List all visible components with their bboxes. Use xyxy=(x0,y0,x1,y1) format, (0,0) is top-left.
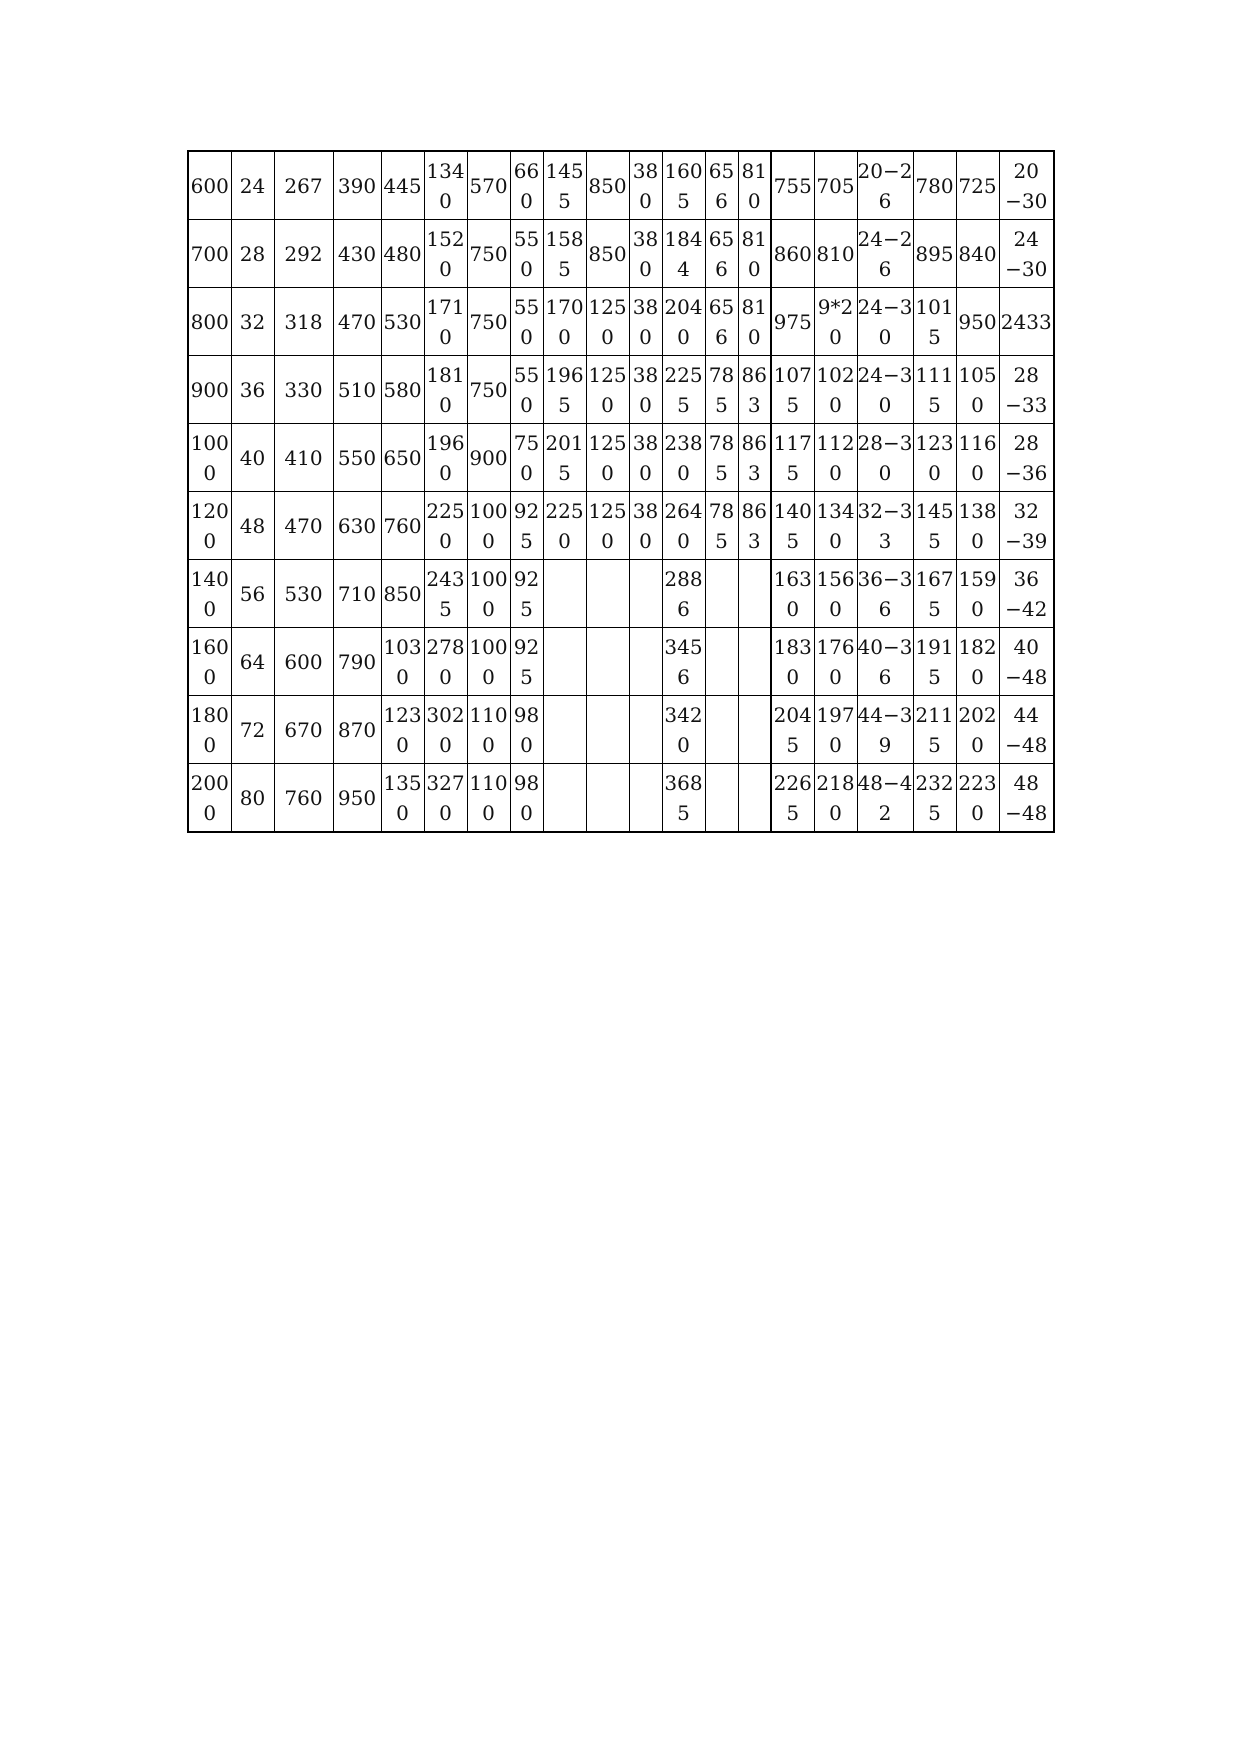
table-cell: 1120 xyxy=(814,424,857,492)
table-cell: 470 xyxy=(274,492,333,560)
table-cell xyxy=(586,628,629,696)
table-cell: 3020 xyxy=(424,696,467,764)
table-cell: 2040 xyxy=(662,288,705,356)
table-cell: 2265 xyxy=(771,764,814,833)
table-cell: 32 xyxy=(231,288,274,356)
table-cell: 2250 xyxy=(543,492,586,560)
table-cell: 40−48 xyxy=(999,628,1054,696)
table-cell: 2020 xyxy=(956,696,999,764)
table-cell: 2015 xyxy=(543,424,586,492)
table-cell: 950 xyxy=(956,288,999,356)
table-cell xyxy=(543,560,586,628)
table-cell: 2115 xyxy=(913,696,956,764)
table-row xyxy=(188,764,1054,833)
table-cell: 32−33 xyxy=(857,492,913,560)
table-cell: 550 xyxy=(510,356,543,424)
table-cell: 925 xyxy=(510,492,543,560)
table-body xyxy=(188,151,1054,832)
table-cell: 1030 xyxy=(381,628,424,696)
table-cell xyxy=(738,560,771,628)
table-cell: 760 xyxy=(274,764,333,833)
table-cell: 1830 xyxy=(771,628,814,696)
table-cell: 785 xyxy=(705,424,738,492)
table-cell: 600 xyxy=(274,628,333,696)
table-cell: 550 xyxy=(510,288,543,356)
table-cell: 1340 xyxy=(814,492,857,560)
table-cell: 1400 xyxy=(188,560,231,628)
table-cell: 1000 xyxy=(467,492,510,560)
table-cell: 1115 xyxy=(913,356,956,424)
table-cell: 1000 xyxy=(467,628,510,696)
table-cell: 1250 xyxy=(586,424,629,492)
table-cell: 32−39 xyxy=(999,492,1054,560)
table-cell: 1965 xyxy=(543,356,586,424)
table-cell: 390 xyxy=(333,151,381,220)
table-cell: 700 xyxy=(188,220,231,288)
table-cell: 267 xyxy=(274,151,333,220)
table-cell: 1844 xyxy=(662,220,705,288)
table-cell: 1020 xyxy=(814,356,857,424)
table-cell: 380 xyxy=(629,220,662,288)
table-cell xyxy=(629,764,662,833)
table-row xyxy=(188,560,1054,628)
table-cell: 318 xyxy=(274,288,333,356)
table-cell: 80 xyxy=(231,764,274,833)
table-cell: 1585 xyxy=(543,220,586,288)
table-cell: 380 xyxy=(629,356,662,424)
table-row xyxy=(188,288,1054,356)
table-cell: 1250 xyxy=(586,288,629,356)
table-cell: 1710 xyxy=(424,288,467,356)
table-cell: 56 xyxy=(231,560,274,628)
table-cell xyxy=(629,628,662,696)
table-cell: 72 xyxy=(231,696,274,764)
table-row xyxy=(188,151,1054,220)
table-cell: 670 xyxy=(274,696,333,764)
table-cell: 2000 xyxy=(188,764,231,833)
table-cell: 48−48 xyxy=(999,764,1054,833)
table-cell: 980 xyxy=(510,696,543,764)
table-cell: 36 xyxy=(231,356,274,424)
table-cell: 44−48 xyxy=(999,696,1054,764)
table-cell: 550 xyxy=(333,424,381,492)
table-row xyxy=(188,356,1054,424)
table-cell: 1175 xyxy=(771,424,814,492)
table-cell: 2250 xyxy=(424,492,467,560)
table-cell: 755 xyxy=(771,151,814,220)
table-cell xyxy=(738,628,771,696)
table-cell: 1050 xyxy=(956,356,999,424)
table-cell: 850 xyxy=(381,560,424,628)
table-cell: 785 xyxy=(705,492,738,560)
table-cell: 2433 xyxy=(999,288,1054,356)
table-cell: 1340 xyxy=(424,151,467,220)
table-cell: 480 xyxy=(381,220,424,288)
table-cell: 24−26 xyxy=(857,220,913,288)
table-cell: 656 xyxy=(705,151,738,220)
table-cell: 24−30 xyxy=(857,356,913,424)
table-cell: 656 xyxy=(705,288,738,356)
table-cell: 1820 xyxy=(956,628,999,696)
table-cell: 925 xyxy=(510,628,543,696)
table-cell: 1960 xyxy=(424,424,467,492)
table-cell: 1380 xyxy=(956,492,999,560)
table-row xyxy=(188,628,1054,696)
table-cell: 410 xyxy=(274,424,333,492)
table-cell: 1250 xyxy=(586,492,629,560)
table-cell: 445 xyxy=(381,151,424,220)
table-cell: 950 xyxy=(333,764,381,833)
table-cell: 9*20 xyxy=(814,288,857,356)
table-cell: 1560 xyxy=(814,560,857,628)
table-cell: 28−36 xyxy=(999,424,1054,492)
table-cell: 810 xyxy=(738,220,771,288)
table-cell: 2255 xyxy=(662,356,705,424)
table-row xyxy=(188,220,1054,288)
table-cell: 1675 xyxy=(913,560,956,628)
table-cell xyxy=(705,764,738,833)
table-cell: 650 xyxy=(381,424,424,492)
table-cell: 2380 xyxy=(662,424,705,492)
table-cell: 2640 xyxy=(662,492,705,560)
table-cell: 48 xyxy=(231,492,274,560)
table-cell: 1630 xyxy=(771,560,814,628)
table-cell: 725 xyxy=(956,151,999,220)
table-cell: 3420 xyxy=(662,696,705,764)
table-cell xyxy=(586,560,629,628)
table-cell: 40−36 xyxy=(857,628,913,696)
table-cell: 28−30 xyxy=(857,424,913,492)
table-cell: 1760 xyxy=(814,628,857,696)
table-cell: 24−30 xyxy=(999,220,1054,288)
table-cell: 900 xyxy=(188,356,231,424)
table-cell: 550 xyxy=(510,220,543,288)
table-cell xyxy=(586,696,629,764)
table-cell: 2180 xyxy=(814,764,857,833)
table-cell xyxy=(738,696,771,764)
table-cell: 20−30 xyxy=(999,151,1054,220)
table-row xyxy=(188,424,1054,492)
table-cell: 850 xyxy=(586,220,629,288)
table-cell xyxy=(629,696,662,764)
table-cell: 1230 xyxy=(913,424,956,492)
table-cell: 3456 xyxy=(662,628,705,696)
table-cell: 800 xyxy=(188,288,231,356)
table-cell: 530 xyxy=(274,560,333,628)
table-cell: 840 xyxy=(956,220,999,288)
table-cell: 925 xyxy=(510,560,543,628)
table-cell: 530 xyxy=(381,288,424,356)
table-cell xyxy=(543,764,586,833)
table-cell: 860 xyxy=(771,220,814,288)
table-cell: 750 xyxy=(510,424,543,492)
table-cell: 660 xyxy=(510,151,543,220)
table-cell xyxy=(738,764,771,833)
table-cell: 870 xyxy=(333,696,381,764)
table-cell: 1800 xyxy=(188,696,231,764)
table-cell: 1075 xyxy=(771,356,814,424)
table-cell: 1915 xyxy=(913,628,956,696)
table-cell: 810 xyxy=(814,220,857,288)
table-cell: 570 xyxy=(467,151,510,220)
table-cell: 750 xyxy=(467,356,510,424)
table-cell: 36−42 xyxy=(999,560,1054,628)
table-cell xyxy=(705,628,738,696)
table-cell: 790 xyxy=(333,628,381,696)
table-cell: 1230 xyxy=(381,696,424,764)
table-cell: 1000 xyxy=(188,424,231,492)
table-cell: 895 xyxy=(913,220,956,288)
table-cell: 1810 xyxy=(424,356,467,424)
table-cell: 3685 xyxy=(662,764,705,833)
table-row xyxy=(188,492,1054,560)
table-cell: 705 xyxy=(814,151,857,220)
table-cell: 810 xyxy=(738,288,771,356)
table-cell: 2230 xyxy=(956,764,999,833)
table-cell: 1700 xyxy=(543,288,586,356)
table-cell: 1520 xyxy=(424,220,467,288)
table-cell: 292 xyxy=(274,220,333,288)
table-cell xyxy=(543,628,586,696)
table-cell: 330 xyxy=(274,356,333,424)
table-cell: 510 xyxy=(333,356,381,424)
table-cell: 1455 xyxy=(913,492,956,560)
table-cell: 24 xyxy=(231,151,274,220)
table-cell: 810 xyxy=(738,151,771,220)
table-cell: 380 xyxy=(629,288,662,356)
table-cell: 1590 xyxy=(956,560,999,628)
table-cell: 2886 xyxy=(662,560,705,628)
table-cell: 850 xyxy=(586,151,629,220)
table-cell: 430 xyxy=(333,220,381,288)
data-table xyxy=(187,150,1055,833)
table-cell: 1015 xyxy=(913,288,956,356)
table-cell: 600 xyxy=(188,151,231,220)
table-row xyxy=(188,696,1054,764)
table-cell: 1100 xyxy=(467,764,510,833)
table-cell: 863 xyxy=(738,424,771,492)
table-cell: 900 xyxy=(467,424,510,492)
table-cell: 380 xyxy=(629,424,662,492)
table-cell: 780 xyxy=(913,151,956,220)
table-cell xyxy=(586,764,629,833)
table-cell: 1350 xyxy=(381,764,424,833)
table-cell: 380 xyxy=(629,492,662,560)
table-cell: 28−33 xyxy=(999,356,1054,424)
table-cell: 1405 xyxy=(771,492,814,560)
table-cell: 380 xyxy=(629,151,662,220)
table-cell xyxy=(705,560,738,628)
table-cell: 750 xyxy=(467,288,510,356)
table-cell: 2780 xyxy=(424,628,467,696)
table-cell: 863 xyxy=(738,356,771,424)
table-cell: 24−30 xyxy=(857,288,913,356)
table-cell: 2325 xyxy=(913,764,956,833)
table-cell: 40 xyxy=(231,424,274,492)
table-cell: 3270 xyxy=(424,764,467,833)
table-cell xyxy=(629,560,662,628)
table-cell: 975 xyxy=(771,288,814,356)
table-cell: 1970 xyxy=(814,696,857,764)
table-cell: 710 xyxy=(333,560,381,628)
table-cell: 28 xyxy=(231,220,274,288)
table-cell: 980 xyxy=(510,764,543,833)
table-cell: 580 xyxy=(381,356,424,424)
table-cell: 64 xyxy=(231,628,274,696)
table-cell: 48−42 xyxy=(857,764,913,833)
table-cell: 1200 xyxy=(188,492,231,560)
table-cell: 20−26 xyxy=(857,151,913,220)
table-cell: 1250 xyxy=(586,356,629,424)
table-cell xyxy=(705,696,738,764)
table-cell: 760 xyxy=(381,492,424,560)
table-cell: 1000 xyxy=(467,560,510,628)
table-cell: 470 xyxy=(333,288,381,356)
table-cell: 750 xyxy=(467,220,510,288)
table-cell: 1600 xyxy=(188,628,231,696)
table-cell: 1160 xyxy=(956,424,999,492)
table-cell: 1455 xyxy=(543,151,586,220)
table-cell: 44−39 xyxy=(857,696,913,764)
table-cell: 1100 xyxy=(467,696,510,764)
table-cell xyxy=(543,696,586,764)
table-cell: 863 xyxy=(738,492,771,560)
table-cell: 36−36 xyxy=(857,560,913,628)
table-cell: 785 xyxy=(705,356,738,424)
table-cell: 2045 xyxy=(771,696,814,764)
table-cell: 1605 xyxy=(662,151,705,220)
table-cell: 656 xyxy=(705,220,738,288)
table-cell: 630 xyxy=(333,492,381,560)
table-cell: 2435 xyxy=(424,560,467,628)
